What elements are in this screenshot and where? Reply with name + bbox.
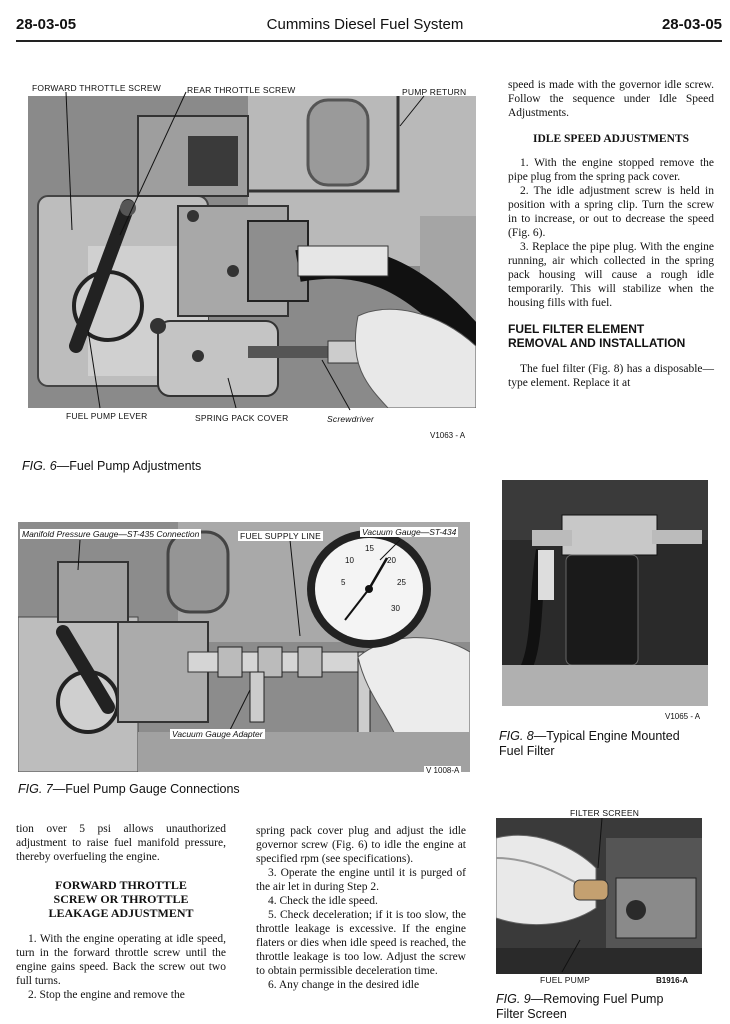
fig9-caption: [496, 992, 663, 1022]
fig8-photo: [502, 480, 708, 706]
fig9-code: B1916-A: [656, 976, 689, 985]
fig6-caption-text: —Fuel Pump Adjustments: [56, 459, 202, 473]
fig8-caption-prefix: FIG. 8: [499, 729, 534, 743]
fig9-caption-line2: Filter Screen: [496, 1007, 567, 1021]
fig9-caption-line1: —Removing Fuel Pump: [530, 992, 664, 1006]
gauge-tick-15: 15: [365, 544, 374, 553]
gauge-tick-5: 5: [341, 578, 346, 587]
fig7-caption: [18, 782, 240, 796]
idle-step-1: 1. With the engine stopped remove the pipe plug from the spring pack cover.: [508, 157, 714, 183]
mid-step-4: 4. Check the idle speed.: [268, 895, 378, 907]
mid-step-3: 3. Operate the engine until it is purged of the air let in during Step 2.: [256, 867, 466, 893]
label-rear-throttle-screw: REAR THROTTLE SCREW: [187, 85, 296, 95]
fig7-caption-prefix: FIG. 7: [18, 782, 53, 796]
fig8-code: V1065 - A: [665, 712, 701, 721]
heading-fuel-filter-1: FUEL FILTER ELEMENT: [508, 322, 645, 336]
fwd-step-2: 2. Stop the engine and remove the: [28, 989, 185, 1001]
idle-step-3: 3. Replace the pipe plug. With the engine running, air which collected in the spring pack housing will cause a rough idle temporarily. This will stabilize when the housing fills with fuel.: [508, 241, 714, 309]
label-fuel-pump-lever: FUEL PUMP LEVER: [66, 411, 148, 421]
right-column: [508, 78, 714, 390]
fig9-leader-lines: [480, 800, 720, 980]
label-vacuum-gauge: Vacuum Gauge—ST-434: [362, 527, 457, 537]
running-header-title: Cummins Diesel Fuel System: [266, 16, 464, 33]
fig8-caption: [499, 729, 680, 759]
label-fuel-supply-line: FUEL SUPPLY LINE: [240, 531, 321, 541]
label-screwdriver: Screwdriver: [327, 414, 375, 424]
gauge-tick-10: 10: [345, 556, 354, 565]
mid-step-6: 6. Any change in the desired idle: [268, 979, 420, 991]
mid-step-5: 5. Check deceleration; if it is too slow, the throttle leakage is excessive. If the engine flaters or dies when idle speed is reached, the throttle leakage is too low. Adjust the screw to obtain permissible deceleration time.: [256, 909, 466, 977]
idle-step-2: 2. The idle adjustment screw is held in position with a spring clip. Turn the screw in to increase, or out to decrease the speed (Fig. 6).: [508, 185, 714, 239]
label-spring-pack-cover: SPRING PACK COVER: [195, 413, 289, 423]
fig7-code: V 1008-A: [426, 766, 460, 775]
heading-fuel-filter-2: REMOVAL AND INSTALLATION: [508, 336, 686, 350]
label-fuel-pump: FUEL PUMP: [540, 975, 591, 985]
label-manifold-pressure-gauge: Manifold Pressure Gauge—ST-435 Connection: [22, 529, 200, 539]
label-vacuum-gauge-adapter: Vacuum Gauge Adapter: [172, 729, 263, 739]
heading-forward-throttle-2: SCREW OR THROTTLE: [53, 892, 189, 906]
heading-forward-throttle-1: FORWARD THROTTLE: [55, 878, 187, 892]
fig9-caption-prefix: FIG. 9: [496, 992, 531, 1006]
fwd-step-1: 1. With the engine operating at idle speed, turn in the forward throttle screw until the engine gains speed. Back the screw out two full turns.: [16, 933, 226, 987]
middle-column: [256, 824, 466, 992]
heading-forward-throttle-3: LEAKAGE ADJUSTMENT: [48, 906, 194, 920]
page-number-left: 28-03-05: [16, 16, 77, 33]
fig7-caption-text: —Fuel Pump Gauge Connections: [52, 782, 240, 796]
fig8-caption-line2: Fuel Filter: [499, 744, 555, 758]
left-intro: tion over 5 psi allows unauthorized adjustment to raise fuel manifold pressure, thereby overfueling the engine.: [16, 823, 226, 863]
fig6-code: V1063 - A: [430, 431, 466, 440]
right-intro: speed is made with the governor idle screw. Follow the sequence under Idle Speed Adjustments.: [508, 79, 714, 119]
fig8-caption-line1: —Typical Engine Mounted: [533, 729, 680, 743]
label-filter-screen: FILTER SCREEN: [570, 808, 640, 818]
gauge-tick-25: 25: [397, 578, 406, 587]
gauge-tick-20: 20: [387, 556, 396, 565]
label-pump-return: PUMP RETURN: [402, 87, 467, 97]
mid-text-a: spring pack cover plug and adjust the idle governor screw (Fig. 6) to idle the engine at specified rpm (see specifications).: [256, 825, 466, 865]
filter-text: The fuel filter (Fig. 8) has a disposable—type element. Replace it at: [508, 363, 714, 389]
fig6-caption-prefix: FIG. 6: [22, 459, 57, 473]
gauge-tick-30: 30: [391, 604, 400, 613]
heading-idle-speed: IDLE SPEED ADJUSTMENTS: [533, 133, 689, 145]
label-forward-throttle-screw: FORWARD THROTTLE SCREW: [32, 83, 161, 93]
page-number-right: 28-03-05: [661, 16, 722, 33]
fig6-caption: [22, 459, 201, 473]
left-column: [16, 822, 226, 1002]
